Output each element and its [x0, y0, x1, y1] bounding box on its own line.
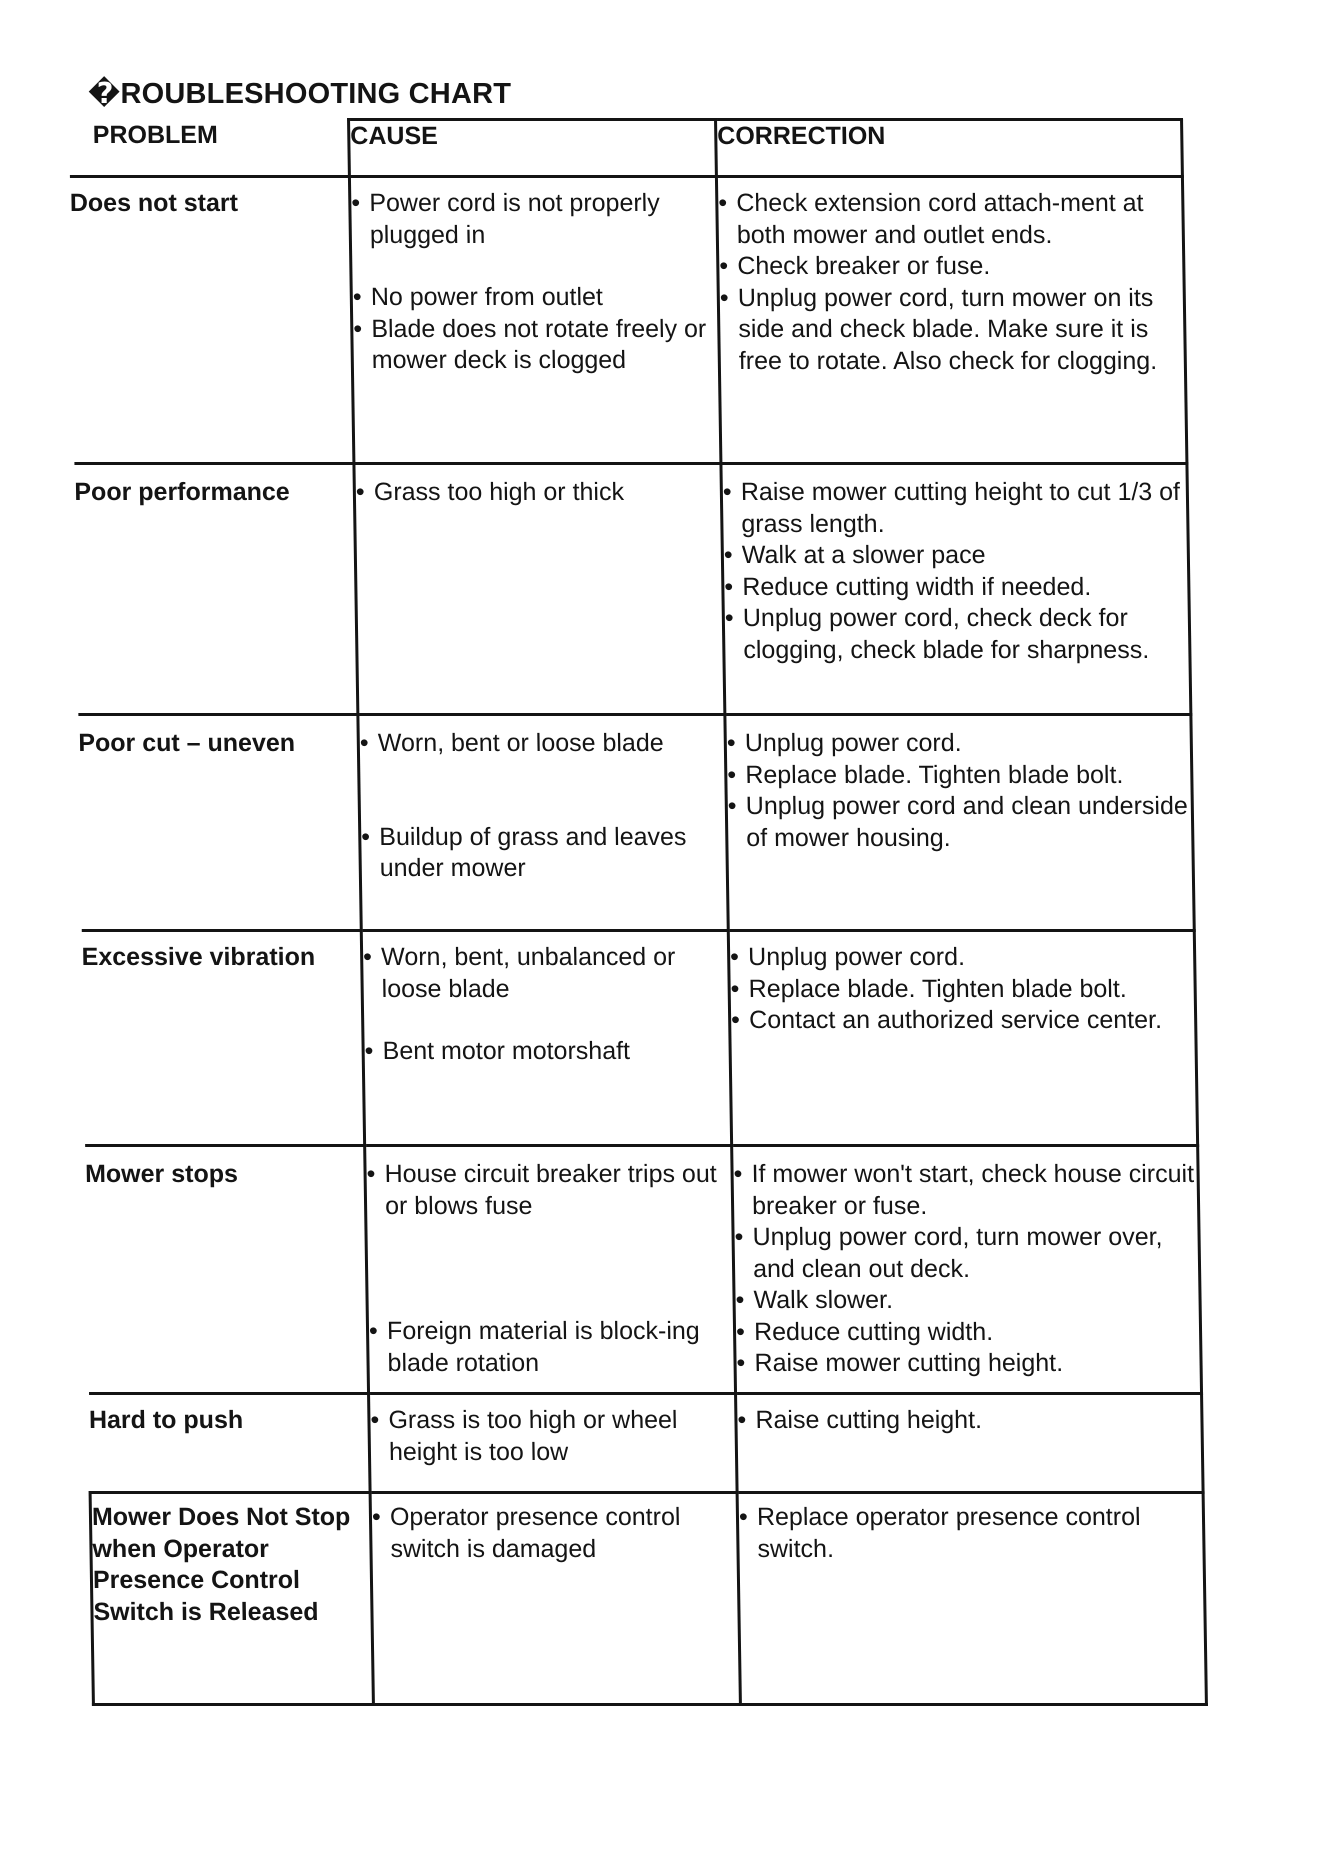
problem-cell: Poor performance [74, 464, 358, 715]
cause-item: • Worn, bent or loose blade [360, 728, 724, 760]
problem-cell: Excessive vibration [81, 931, 364, 1146]
cause-cell [361, 931, 731, 1146]
correction-item: • If mower won't start, check house circuit breaker or fuse. [733, 1159, 1197, 1222]
correction-item: • Check extension cord attach-ment at both mower and outlet ends. [718, 188, 1182, 251]
cause-cell [365, 1146, 736, 1394]
correction-cell [736, 1394, 1204, 1493]
correction-cell [725, 715, 1194, 931]
correction-item: • Reduce cutting width. [736, 1317, 1199, 1349]
correction-cell [732, 1146, 1202, 1394]
cause-cell [370, 1493, 740, 1705]
correction-item: • Raise mower cutting height. [736, 1348, 1199, 1380]
cause-cell [354, 464, 725, 715]
table-row [81, 931, 1197, 1146]
page-title: �ROUBLESHOOTING CHART [88, 78, 512, 110]
cause-item: • Bent motor motorshaft [364, 1036, 728, 1068]
correction-cell [716, 177, 1187, 464]
correction-item: • Replace blade. Tighten blade bolt. [727, 760, 1190, 792]
table-row [69, 177, 1187, 464]
correction-item: • Walk at a slower pace [724, 540, 1187, 572]
correction-item: • Check breaker or fuse. [719, 251, 1182, 283]
problem-cell: Does not start [69, 177, 354, 464]
column-header-problem: PROBLEM [69, 120, 350, 177]
table-row [89, 1394, 1204, 1493]
table-row [85, 1146, 1202, 1394]
cause-item: • Foreign material is block-ing blade rotation [369, 1316, 734, 1379]
correction-item: • Contact an authorized service center. [731, 1005, 1194, 1037]
table-row [78, 715, 1194, 931]
cause-item: • House circuit breaker trips out or blows fuse [366, 1159, 731, 1222]
cause-cell [369, 1394, 738, 1493]
troubleshooting-table [67, 118, 1208, 1706]
correction-item: • Unplug power cord, turn mower over, and clean out deck. [734, 1222, 1198, 1285]
correction-item: • Unplug power cord, turn mower on its side and check blade. Make sure it is free to rotate. Also check for clogging. [720, 283, 1184, 378]
table-header-row [69, 120, 1183, 177]
correction-item: • Unplug power cord, check deck for clogging, check blade for sharpness. [725, 603, 1189, 666]
cause-item: • No power from outlet [353, 282, 717, 314]
problem-cell: Mower Does Not Stop when Operator Presence Control Switch is Released [90, 1493, 373, 1705]
correction-item: • Raise cutting height. [737, 1405, 1200, 1437]
problem-cell: Mower stops [85, 1146, 369, 1394]
correction-item: • Replace operator presence control switch. [739, 1502, 1203, 1565]
correction-item: • Unplug power cord. [730, 942, 1193, 974]
correction-item: • Unplug power cord. [727, 728, 1190, 760]
correction-item: • Unplug power cord and clean underside of mower housing. [728, 791, 1192, 854]
problem-cell: Hard to push [89, 1394, 371, 1493]
cause-cell [358, 715, 728, 931]
table-row [74, 464, 1191, 715]
problem-cell: Poor cut – uneven [78, 715, 361, 931]
cause-item: • Grass is too high or wheel height is too low [370, 1405, 735, 1468]
correction-cell [737, 1493, 1206, 1705]
cause-item: • Blade does not rotate freely or mower deck is clogged [353, 314, 718, 377]
correction-item: • Raise mower cutting height to cut 1/3 of grass length. [723, 477, 1187, 540]
correction-item: • Replace blade. Tighten blade bolt. [730, 974, 1193, 1006]
correction-cell [721, 464, 1191, 715]
cause-item: • Buildup of grass and leaves under mower [361, 822, 726, 885]
cause-item: • Grass too high or thick [356, 477, 720, 509]
table-row [90, 1493, 1206, 1705]
correction-item: • Walk slower. [735, 1285, 1198, 1317]
cause-cell [349, 177, 721, 464]
correction-item: • Reduce cutting width if needed. [724, 572, 1187, 604]
cause-item: • Operator presence control switch is damaged [372, 1502, 737, 1565]
column-header-correction: CORRECTION [716, 120, 1183, 177]
column-header-cause: CAUSE [349, 120, 717, 177]
cause-item: • Power cord is not properly plugged in [351, 188, 716, 251]
correction-cell [728, 931, 1197, 1146]
cause-item: • Worn, bent, unbalanced or loose blade [363, 942, 728, 1005]
